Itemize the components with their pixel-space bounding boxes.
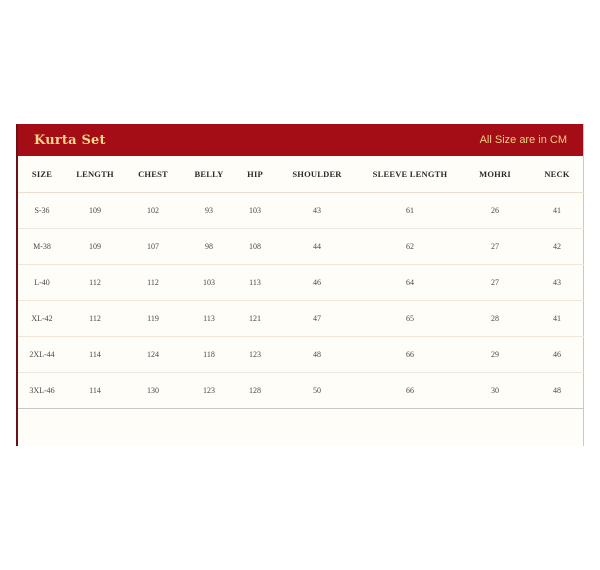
column-header-size: SIZE bbox=[18, 156, 66, 193]
table-cell: 112 bbox=[66, 301, 124, 337]
table-cell: 48 bbox=[274, 337, 360, 373]
column-header-hip: HIP bbox=[236, 156, 274, 193]
table-cell: 121 bbox=[236, 301, 274, 337]
table-cell: 42 bbox=[530, 229, 584, 265]
column-header-neck: NECK bbox=[530, 156, 584, 193]
table-cell: 27 bbox=[460, 229, 530, 265]
table-cell: 27 bbox=[460, 265, 530, 301]
column-header-belly: BELLY bbox=[182, 156, 236, 193]
table-cell: 43 bbox=[274, 193, 360, 229]
table-cell: 102 bbox=[124, 193, 182, 229]
table-cell: 28 bbox=[460, 301, 530, 337]
table-cell: 109 bbox=[66, 229, 124, 265]
table-cell: 3XL-46 bbox=[18, 373, 66, 409]
column-header-shoulder: SHOULDER bbox=[274, 156, 360, 193]
table-cell: 64 bbox=[360, 265, 460, 301]
unit-note: All Size are in CM bbox=[479, 134, 567, 146]
table-cell: 112 bbox=[124, 265, 182, 301]
table-cell: 50 bbox=[274, 373, 360, 409]
table-cell: 103 bbox=[182, 265, 236, 301]
table-cell: 62 bbox=[360, 229, 460, 265]
table-cell: 29 bbox=[460, 337, 530, 373]
table-cell: 114 bbox=[66, 337, 124, 373]
table-cell: 119 bbox=[124, 301, 182, 337]
table-cell: 46 bbox=[274, 265, 360, 301]
table-cell: 112 bbox=[66, 265, 124, 301]
table-cell: 44 bbox=[274, 229, 360, 265]
table-cell: 66 bbox=[360, 373, 460, 409]
table-cell: 118 bbox=[182, 337, 236, 373]
table-cell: 107 bbox=[124, 229, 182, 265]
table-cell: 93 bbox=[182, 193, 236, 229]
table-cell: S-36 bbox=[18, 193, 66, 229]
table-cell: M-38 bbox=[18, 229, 66, 265]
table-cell: 113 bbox=[182, 301, 236, 337]
table-cell: 41 bbox=[530, 193, 584, 229]
table-cell: 114 bbox=[66, 373, 124, 409]
table-cell: 48 bbox=[530, 373, 584, 409]
table-cell: 41 bbox=[530, 301, 584, 337]
table-row bbox=[18, 229, 584, 265]
table-cell: 43 bbox=[530, 265, 584, 301]
size-chart-table bbox=[18, 156, 584, 409]
table-row bbox=[18, 337, 584, 373]
table-cell: 66 bbox=[360, 337, 460, 373]
table-cell: 103 bbox=[236, 193, 274, 229]
size-chart-title: Kurta Set bbox=[34, 132, 106, 148]
table-cell: 46 bbox=[530, 337, 584, 373]
table-cell: 124 bbox=[124, 337, 182, 373]
table-cell: L-40 bbox=[18, 265, 66, 301]
table-row bbox=[18, 265, 584, 301]
size-chart-card bbox=[16, 124, 584, 446]
table-row bbox=[18, 301, 584, 337]
column-header-sleeve-length: SLEEVE LENGTH bbox=[360, 156, 460, 193]
table-cell: 113 bbox=[236, 265, 274, 301]
size-chart-header bbox=[18, 124, 583, 156]
table-cell: 130 bbox=[124, 373, 182, 409]
column-header-mohri: MOHRI bbox=[460, 156, 530, 193]
table-cell: 123 bbox=[236, 337, 274, 373]
table-cell: 123 bbox=[182, 373, 236, 409]
table-row bbox=[18, 373, 584, 409]
table-cell: 30 bbox=[460, 373, 530, 409]
table-cell: 2XL-44 bbox=[18, 337, 66, 373]
table-cell: 108 bbox=[236, 229, 274, 265]
table-cell: 47 bbox=[274, 301, 360, 337]
table-cell: 65 bbox=[360, 301, 460, 337]
column-header-length: LENGTH bbox=[66, 156, 124, 193]
table-cell: 61 bbox=[360, 193, 460, 229]
table-cell: 26 bbox=[460, 193, 530, 229]
table-cell: 109 bbox=[66, 193, 124, 229]
table-cell: 128 bbox=[236, 373, 274, 409]
table-row bbox=[18, 193, 584, 229]
table-cell: 98 bbox=[182, 229, 236, 265]
column-header-chest: CHEST bbox=[124, 156, 182, 193]
table-header-row bbox=[18, 156, 584, 193]
table-cell: XL-42 bbox=[18, 301, 66, 337]
